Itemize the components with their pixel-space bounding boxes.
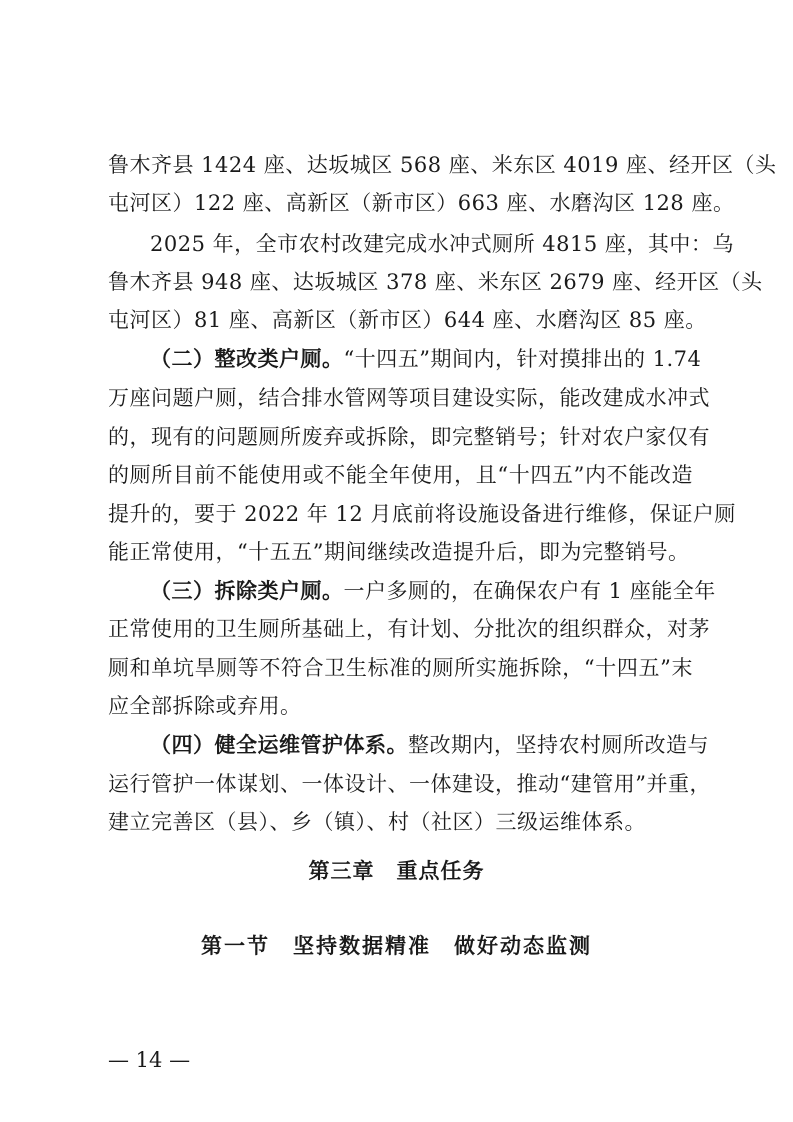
p3-line2: 万座问题户厕，结合排水管网等项目建设实际，能改建成水冲式 <box>108 386 710 410</box>
p5-line1-rest: 整改期内，坚持农村厕所改造与 <box>408 733 709 757</box>
p3-lead: （二）整改类户厕。 <box>150 346 344 371</box>
p4-lead: （三）拆除类户厕。 <box>150 578 344 603</box>
p4-line1-rest: 一户多厕的，在确保农户有 1 座能全年 <box>343 579 716 603</box>
p1-line1: 鲁木齐县 1424 座、达坂城区 568 座、米东区 4019 座、经开区（头 <box>108 153 777 177</box>
p5-line3: 建立完善区（县）、乡（镇）、村（社区）三级运维体系。 <box>108 810 646 834</box>
p4-line3: 厕和单坑旱厕等不符合卫生标准的厕所实施拆除，“十四五”末 <box>108 656 693 680</box>
p4-line1 <box>150 577 716 605</box>
p2-line1: 2025 年，全市农村改建完成水冲式厕所 4815 座，其中：乌 <box>150 232 734 256</box>
p3-line4: 的厕所目前不能使用或不能全年使用，且“十四五”内不能改造 <box>108 463 693 487</box>
p5-lead: （四）健全运维管护体系。 <box>150 732 408 757</box>
chapter-heading: 第三章 重点任务 <box>308 859 485 883</box>
p5-line1 <box>150 731 709 759</box>
p4-line4: 应全部拆除或弃用。 <box>108 694 302 718</box>
p3-line6: 能正常使用，“十五五”期间继续改造提升后，即为完整销号。 <box>108 540 690 564</box>
p3-line3: 的，现有的问题厕所废弃或拆除，即完整销号；针对农户家仅有 <box>108 425 710 449</box>
section-heading: 第一节 坚持数据精准 做好动态监测 <box>201 933 592 958</box>
p3-line1-rest: “十四五”期间内，针对摸排出的 1.74 <box>343 347 702 371</box>
p2-line3: 屯河区）81 座、高新区（新市区）644 座、水磨沟区 85 座。 <box>108 308 707 332</box>
p3-line1 <box>150 345 702 373</box>
page-number: — 14 — <box>108 1048 191 1072</box>
p3-line5: 提升的，要于 2022 年 12 月底前将设施设备进行维修，保证户厕 <box>108 502 736 526</box>
p5-line2: 运行管护一体谋划、一体设计、一体建设，推动“建管用”并重， <box>108 772 711 796</box>
p4-line2: 正常使用的卫生厕所基础上，有计划、分批次的组织群众，对茅 <box>108 617 710 641</box>
p1-line2: 屯河区）122 座、高新区（新市区）663 座、水磨沟区 128 座。 <box>108 191 735 215</box>
p2-line2: 鲁木齐县 948 座、达坂城区 378 座、米东区 2679 座、经开区（头 <box>108 270 763 294</box>
